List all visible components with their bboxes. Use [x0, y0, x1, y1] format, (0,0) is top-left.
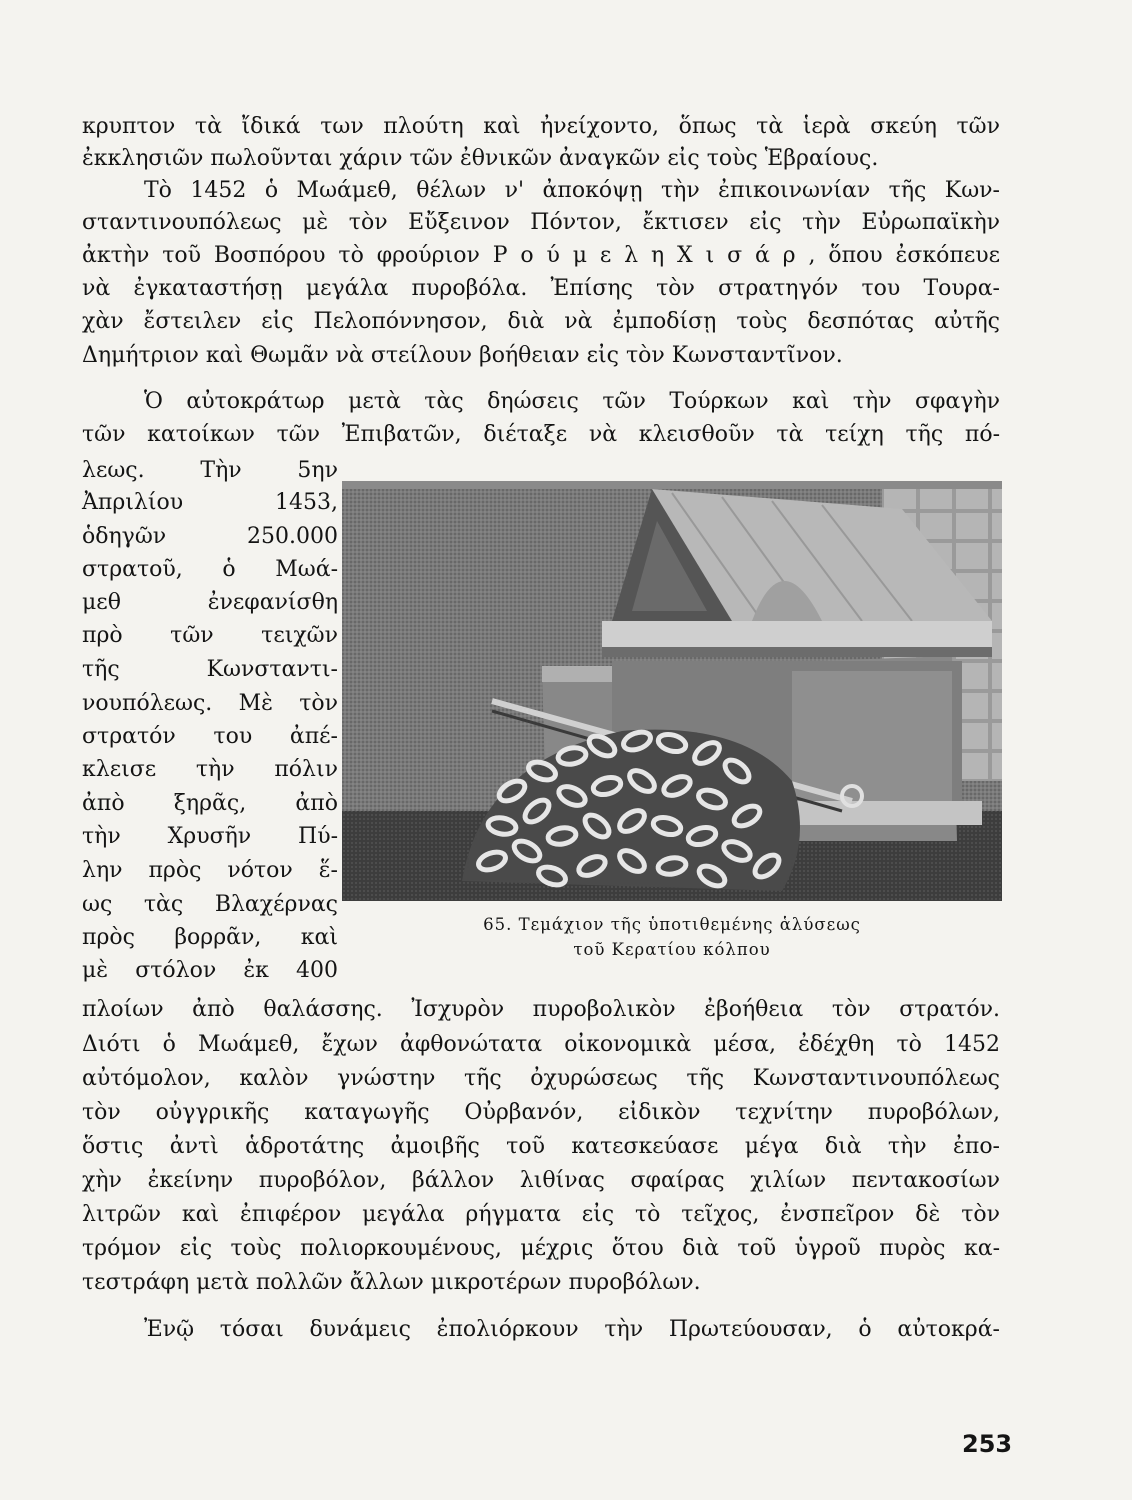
page-number: 253	[962, 1430, 1013, 1458]
side-text-line: πρὸ τῶν τειχῶν	[82, 623, 338, 648]
text-line: Τὸ 1452 ὁ Μωάμεθ, θέλων ν' ἀποκόψῃ τὴν ἐπικοινωνίαν τῆς Κων-	[144, 178, 1000, 203]
side-text-line: μεθ ἐνεφανίσθη	[82, 590, 338, 615]
side-text-line: τὴν Χρυσῆν Πύ-	[82, 824, 338, 849]
side-text-line: λεως. Τὴν 5ην	[82, 458, 338, 483]
text-line: τῶν κατοίκων τῶν Ἐπιβατῶν, διέταξε νὰ κλεισθοῦν τὰ τείχη τῆς πό-	[82, 422, 1000, 447]
side-text-line: στρατοῦ, ὁ Μωά-	[82, 557, 338, 582]
text-line: χὰν ἔστειλεν εἰς Πελοπόννησον, διὰ νὰ ἐμποδίσῃ τοὺς δεσπότας αὐτῆς	[82, 309, 1000, 334]
text-line: τρόμον εἰς τοὺς πολιορκουμένους, μέχρις ὅτου διὰ τοῦ ὑγροῦ πυρὸς κα-	[82, 1236, 1000, 1261]
caption-line-2: τοῦ Κερατίου κόλπου	[573, 940, 771, 959]
side-text-line: στρατόν του ἀπέ-	[82, 724, 338, 749]
text-line: νὰ ἐγκαταστήσῃ μεγάλα πυροβόλα. Ἐπίσης τὸν στρατηγόν του Τουρα-	[82, 276, 1000, 301]
text-line: ἐκκλησιῶν πωλοῦνται χάριν τῶν ἐθνικῶν ἀναγκῶν εἰς τοὺς Ἑβραίους.	[82, 146, 879, 171]
text-line: Διότι ὁ Μωάμεθ, ἔχων ἀφθονώτατα οἰκονομικὰ μέσα, ἐδέχθη τὸ 1452	[82, 1032, 1000, 1057]
side-text-line: πρὸς βορρᾶν, καὶ	[82, 925, 338, 950]
text-line: Ὁ αὐτοκράτωρ μετὰ τὰς δηώσεις τῶν Τούρκων καὶ τὴν σφαγὴν	[144, 389, 1000, 414]
side-text-line: ἀπὸ ξηρᾶς, ἀπὸ	[82, 791, 338, 816]
text-line: Δημήτριον καὶ Θωμᾶν νὰ στείλουν βοήθειαν εἰς τὸν Κωνσταντῖνον.	[82, 343, 843, 368]
text-line: ἀκτὴν τοῦ Βοσπόρου τὸ φρούριον Ρ ο ύ μ ε λ η Χ ι σ ά ρ , ὅπου ἐσκόπευε	[82, 243, 1000, 268]
figure-caption	[342, 912, 1002, 962]
text-line: κρυπτον τὰ ἴδικά των πλούτη καὶ ἠνείχοντο, ὅπως τὰ ἱερὰ σκεύη τῶν	[82, 114, 1000, 139]
side-text-line: Ἀπριλίου 1453,	[82, 490, 338, 515]
side-text-line: τῆς Κωνσταντι-	[82, 657, 338, 682]
text-line: πλοίων ἀπὸ θαλάσσης. Ἰσχυρὸν πυροβολικὸν ἐβοήθεια τὸν στρατόν.	[82, 997, 1000, 1022]
text-line: τὸν οὐγγρικῆς καταγωγῆς Οὐρβανόν, εἰδικὸν τεχνίτην πυροβόλων,	[82, 1100, 1000, 1125]
caption-line-1: 65. Τεμάχιον τῆς ὑποτιθεμένης ἁλύσεως	[483, 915, 861, 934]
side-text-line: ὁδηγῶν 250.000	[82, 524, 338, 549]
text-line: Ἐνῷ τόσαι δυνάμεις ἐπολιόρκουν τὴν Πρωτεύουσαν, ὁ αὐτοκρά-	[144, 1317, 1000, 1342]
text-line: σταντινουπόλεως μὲ τὸν Εὔξεινον Πόντον, ἔκτισεν εἰς τὴν Εὐρωπαϊκὴν	[82, 210, 1000, 235]
side-text-line: λην πρὸς νότον ἕ-	[82, 858, 338, 883]
side-text-line: νουπόλεως. Μὲ τὸν	[82, 691, 338, 716]
side-text-line: μὲ στόλον ἐκ 400	[82, 958, 338, 983]
text-line: χὴν ἐκείνην πυροβόλον, βάλλον λιθίνας σφαίρας χιλίων πεντακοσίων	[82, 1168, 1000, 1193]
side-text-line: κλεισε τὴν πόλιν	[82, 757, 338, 782]
text-line: τεστράφη μετὰ πολλῶν ἄλλων μικροτέρων πυροβόλων.	[82, 1270, 701, 1295]
text-line: αὐτόμολον, καλὸν γνώστην τῆς ὀχυρώσεως τῆς Κωνσταντινουπόλεως	[82, 1066, 1000, 1091]
chain-photograph	[342, 481, 1002, 901]
text-line: λιτρῶν καὶ ἐπιφέρον μεγάλα ρήγματα εἰς τὸ τεῖχος, ἐνσπεῖρον δὲ τὸν	[82, 1202, 1000, 1227]
side-text-line: ως τὰς Βλαχέρνας	[82, 892, 338, 917]
text-line: ὅστις ἀντὶ ἁδροτάτης ἀμοιβῆς τοῦ κατεσκεύασε μέγα διὰ τὴν ἐπο-	[82, 1134, 1000, 1159]
